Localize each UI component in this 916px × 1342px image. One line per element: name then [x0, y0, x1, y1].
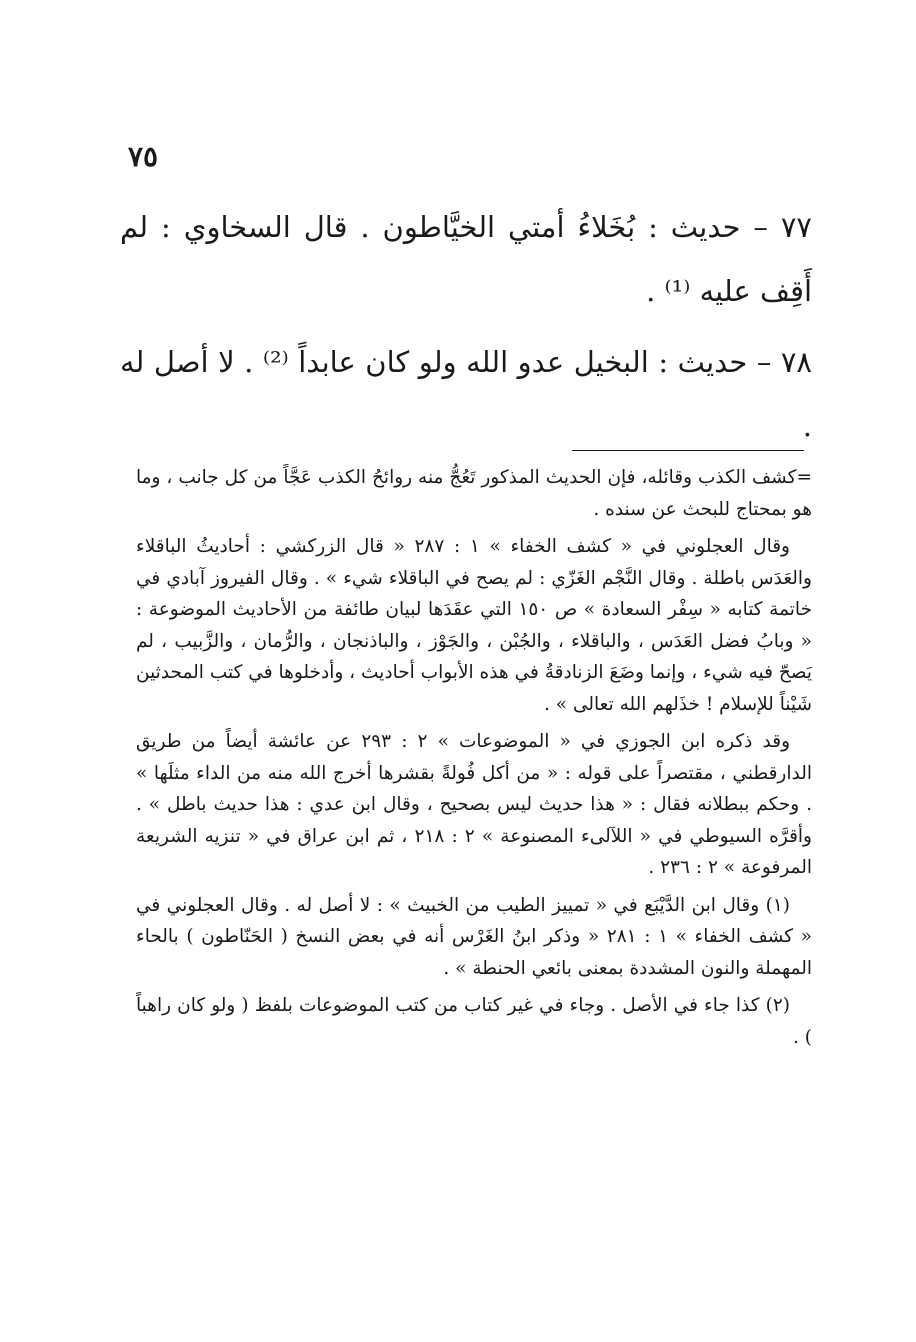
footnote-separator: [572, 450, 804, 451]
footnote-continuation: =كشف الكذب وقائله، فإن الحديث المذكور تَعُجُّ منه روائحُ الكذب عَجَّاً من كل جانب ، وما هو بمحتاج للبحث عن سنده .: [136, 467, 812, 520]
footnote-1: (١) وقال ابن الدَّيْبَع في « تمييز الطيب من الخبيث » : لا أصل له . وقال العجلوني في « كشف الخفاء » ١ : ٢٨١ « وذكر ابنُ الغَرْس أنه في بعض النسخ ( الحَنّاطون ) بالحاء المهملة والنون المشددة بمعنى بائعي الحنطة » .: [136, 894, 812, 979]
hadith-78: ٧٨ – حديث : البخيل عدو الله ولو كان عابداً ⁽²⁾ . لا أصل له .: [120, 345, 813, 443]
footnotes-section: [136, 462, 812, 1059]
footnote-paragraph-jawzi: وقد ذكره ابن الجوزي في « الموضوعات » ٢ : ٢٩٣ عن عائشة أيضاً من طريق الدارقطني ، مقتصراً على قوله : « من أكل فُولةً بقشرها أخرج الله منه من الداء مثلَها » . وحكم ببطلانه فقال : « هذا حديث ليس بصحيح ، وقال ابن عدي : هذا حديث باطل » . وأقرَّه السيوطي في « اللآلىء المصنوعة » ٢ : ٢١٨ ، ثم ابن عراق في « تنزيه الشريعة المرفوعة » ٢ : ٢٣٦ .: [136, 731, 812, 878]
footnote-paragraph-ajluni: وقال العجلوني في « كشف الخفاء » ١ : ٢٨٧ « قال الزركشي : أحاديثُ الباقلاء والعَدَس باطلة . وقال النَّجْم الغَزّي : لم يصح في الباقلاء شيء » . وقال الفيروز آبادي في خاتمة كتابه « سِفْر السعادة » ص ١٥٠ التي عقَدَها لبيان طائفة من الأحاديث الموضوعة : « وبابُ فضل العَدَس ، والباقلاء ، والجُبْن ، والجَوْز ، والباذنجان ، والرُّمان ، والزَّبيب ، لم يَصحّ فيه شيء ، وإنما وضَعَ الزنادقةُ في هذه الأبواب أحاديث ، وأدخلوها في كتب المحدثين شَيْناً للإسلام ! خذَلهم الله تعالى » .: [136, 536, 812, 715]
footnote-2: (٢) كذا جاء في الأصل . وجاء في غير كتاب من كتب الموضوعات بلفظ ( ولو كان راهباً ) .: [136, 995, 812, 1048]
page-number: ٧٥: [128, 140, 159, 173]
hadith-77: ٧٧ – حديث : بُخَلاءُ أمتي الخيَّاطون . قال السخاوي : لم أَقِف عليه ⁽¹⁾ .: [120, 210, 812, 308]
